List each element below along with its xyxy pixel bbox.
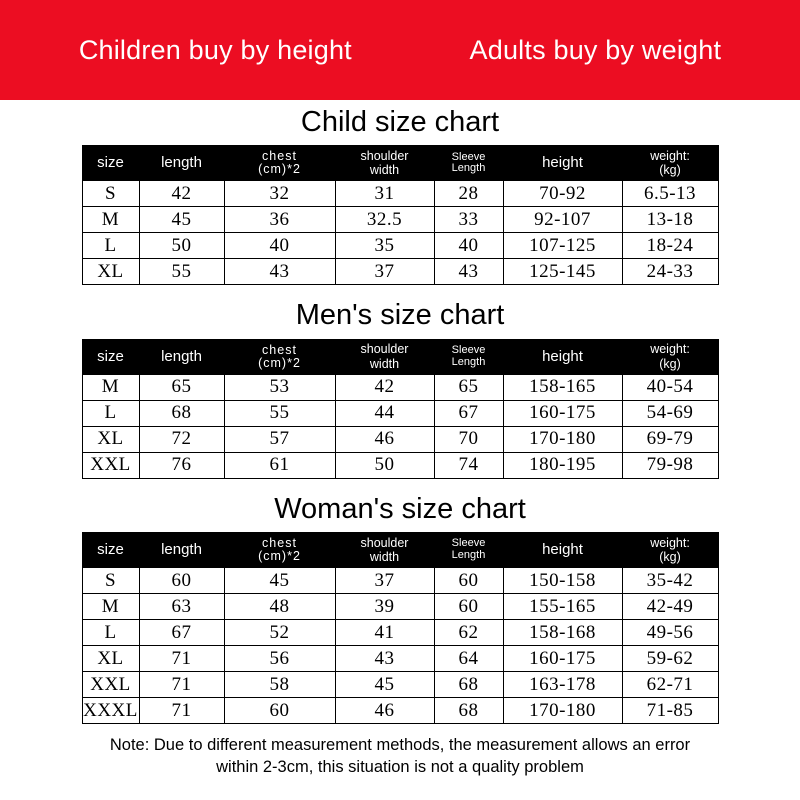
cell-shoulder: 46 (335, 426, 434, 452)
cell-size: M (82, 207, 139, 233)
cell-length: 76 (139, 452, 224, 478)
table-row (82, 400, 718, 426)
column-header-chest-line1: chest (262, 342, 297, 357)
column-header-length: length (139, 533, 224, 568)
cell-chest: 45 (224, 568, 335, 594)
cell-length: 67 (139, 620, 224, 646)
measurement-note (0, 734, 800, 779)
cell-size: XL (82, 646, 139, 672)
cell-height: 70-92 (503, 181, 622, 207)
measurement-note-line2: within 2-3cm, this situation is not a quality problem (216, 758, 584, 777)
cell-height: 160-175 (503, 646, 622, 672)
cell-shoulder: 46 (335, 698, 434, 724)
cell-height: 155-165 (503, 594, 622, 620)
cell-height: 158-168 (503, 620, 622, 646)
cell-sleeve: 68 (434, 672, 503, 698)
column-header-weight-line2: (kg) (659, 163, 681, 178)
table-row (82, 594, 718, 620)
column-header-sleeve-line1: Sleeve (451, 344, 486, 357)
column-header-shoulder-line1: shoulder (360, 535, 409, 550)
cell-shoulder: 42 (335, 374, 434, 400)
cell-size: L (82, 233, 139, 259)
column-header-weight-line2: (kg) (659, 550, 681, 565)
womans-size-table-header (82, 533, 718, 568)
table-row (82, 672, 718, 698)
column-header-length: length (139, 146, 224, 181)
cell-height: 180-195 (503, 452, 622, 478)
cell-chest: 58 (224, 672, 335, 698)
measurement-note-line1: Note: Due to different measurement methods, the measurement allows an error (109, 736, 691, 755)
cell-length: 60 (139, 568, 224, 594)
cell-shoulder: 41 (335, 620, 434, 646)
cell-weight: 62-71 (622, 672, 718, 698)
cell-weight: 42-49 (622, 594, 718, 620)
cell-shoulder: 32.5 (335, 207, 434, 233)
cell-size: L (82, 620, 139, 646)
column-header-height: height (503, 146, 622, 181)
cell-size: XXL (82, 452, 139, 478)
column-header-chest (224, 339, 335, 374)
cell-sleeve: 68 (434, 698, 503, 724)
cell-sleeve: 43 (434, 259, 503, 285)
cell-chest: 36 (224, 207, 335, 233)
cell-size: M (82, 594, 139, 620)
column-header-sleeve-line2: Length (451, 549, 486, 562)
cell-sleeve: 67 (434, 400, 503, 426)
table-row (82, 233, 718, 259)
column-header-chest (224, 146, 335, 181)
cell-size: M (82, 374, 139, 400)
mens-size-table-header (82, 339, 718, 374)
column-header-chest-line2: (cm)*2 (258, 355, 301, 370)
section-spacer (0, 479, 800, 487)
banner-adults-text: Adults buy by weight (469, 34, 722, 65)
table-row (82, 259, 718, 285)
cell-weight: 49-56 (622, 620, 718, 646)
section-child-size-chart (0, 106, 800, 285)
cell-chest: 57 (224, 426, 335, 452)
column-header-sleeve-line1: Sleeve (451, 537, 486, 550)
table-row (82, 374, 718, 400)
column-header-weight (622, 339, 718, 374)
cell-weight: 35-42 (622, 568, 718, 594)
cell-length: 63 (139, 594, 224, 620)
cell-weight: 13-18 (622, 207, 718, 233)
table-row (82, 181, 718, 207)
cell-shoulder: 31 (335, 181, 434, 207)
cell-sleeve: 70 (434, 426, 503, 452)
womans-size-chart-title: Woman's size chart (274, 492, 526, 525)
cell-chest: 40 (224, 233, 335, 259)
table-row (82, 646, 718, 672)
column-header-shoulder-line2: width (369, 550, 400, 565)
cell-weight: 54-69 (622, 400, 718, 426)
cell-size: L (82, 400, 139, 426)
cell-chest: 43 (224, 259, 335, 285)
column-header-chest (224, 533, 335, 568)
section-spacer (0, 285, 800, 293)
cell-height: 160-175 (503, 400, 622, 426)
child-size-table (82, 145, 719, 285)
column-header-weight-line1: weight: (650, 535, 690, 550)
column-header-chest-line2: (cm)*2 (258, 549, 301, 564)
cell-length: 71 (139, 646, 224, 672)
cell-shoulder: 39 (335, 594, 434, 620)
cell-chest: 55 (224, 400, 335, 426)
column-header-sleeve-line1: Sleeve (451, 150, 486, 163)
cell-length: 65 (139, 374, 224, 400)
column-header-shoulder (335, 339, 434, 374)
section-mens-size-chart (0, 299, 800, 478)
cell-sleeve: 33 (434, 207, 503, 233)
cell-chest: 32 (224, 181, 335, 207)
cell-height: 170-180 (503, 698, 622, 724)
cell-height: 158-165 (503, 374, 622, 400)
cell-weight: 24-33 (622, 259, 718, 285)
table-row (82, 207, 718, 233)
cell-sleeve: 60 (434, 568, 503, 594)
cell-size: XXXL (82, 698, 139, 724)
cell-sleeve: 74 (434, 452, 503, 478)
cell-shoulder: 35 (335, 233, 434, 259)
cell-weight: 71-85 (622, 698, 718, 724)
cell-length: 71 (139, 698, 224, 724)
column-header-weight (622, 533, 718, 568)
column-header-weight-line1: weight: (650, 148, 690, 163)
cell-length: 42 (139, 181, 224, 207)
table-row (82, 568, 718, 594)
section-womans-size-chart (0, 493, 800, 724)
table-header-row (82, 533, 718, 568)
cell-sleeve: 62 (434, 620, 503, 646)
column-header-sleeve (434, 533, 503, 568)
cell-chest: 61 (224, 452, 335, 478)
table-header-row (82, 146, 718, 181)
cell-sleeve: 28 (434, 181, 503, 207)
mens-size-chart-title: Men's size chart (295, 299, 505, 332)
column-header-chest-line2: (cm)*2 (258, 162, 301, 177)
column-header-shoulder (335, 146, 434, 181)
cell-height: 150-158 (503, 568, 622, 594)
banner-children-text: Children buy by height (78, 34, 352, 65)
cell-length: 71 (139, 672, 224, 698)
womans-size-table (82, 532, 719, 724)
column-header-sleeve (434, 339, 503, 374)
cell-chest: 52 (224, 620, 335, 646)
cell-chest: 48 (224, 594, 335, 620)
cell-size: XL (82, 259, 139, 285)
cell-chest: 53 (224, 374, 335, 400)
column-header-weight-line2: (kg) (659, 356, 681, 371)
cell-shoulder: 44 (335, 400, 434, 426)
cell-length: 68 (139, 400, 224, 426)
cell-sleeve: 40 (434, 233, 503, 259)
column-header-shoulder-line2: width (369, 356, 400, 371)
mens-size-table-body (82, 374, 718, 478)
cell-length: 50 (139, 233, 224, 259)
cell-weight: 59-62 (622, 646, 718, 672)
cell-chest: 56 (224, 646, 335, 672)
column-header-chest-line1: chest (262, 535, 297, 550)
cell-weight: 18-24 (622, 233, 718, 259)
cell-size: XL (82, 426, 139, 452)
cell-height: 163-178 (503, 672, 622, 698)
column-header-shoulder-line2: width (369, 163, 400, 178)
cell-length: 55 (139, 259, 224, 285)
column-header-weight (622, 146, 718, 181)
column-header-size: size (82, 146, 139, 181)
cell-size: S (82, 568, 139, 594)
cell-height: 125-145 (503, 259, 622, 285)
promo-banner (0, 0, 800, 100)
cell-length: 45 (139, 207, 224, 233)
cell-shoulder: 37 (335, 259, 434, 285)
cell-length: 72 (139, 426, 224, 452)
cell-size: XXL (82, 672, 139, 698)
child-size-table-body (82, 181, 718, 285)
cell-sleeve: 65 (434, 374, 503, 400)
cell-shoulder: 37 (335, 568, 434, 594)
cell-weight: 79-98 (622, 452, 718, 478)
table-row (82, 426, 718, 452)
cell-sleeve: 60 (434, 594, 503, 620)
child-size-table-header (82, 146, 718, 181)
cell-height: 170-180 (503, 426, 622, 452)
column-header-length: length (139, 339, 224, 374)
child-size-chart-title: Child size chart (300, 106, 500, 138)
cell-shoulder: 45 (335, 672, 434, 698)
cell-chest: 60 (224, 698, 335, 724)
column-header-height: height (503, 533, 622, 568)
cell-weight: 69-79 (622, 426, 718, 452)
table-row (82, 620, 718, 646)
cell-size: S (82, 181, 139, 207)
promo-banner-content (0, 35, 800, 66)
cell-weight: 6.5-13 (622, 181, 718, 207)
column-header-sleeve-line2: Length (451, 355, 486, 368)
column-header-height: height (503, 339, 622, 374)
column-header-chest-line1: chest (262, 149, 297, 164)
column-header-size: size (82, 339, 139, 374)
column-header-shoulder-line1: shoulder (360, 148, 409, 163)
column-header-shoulder (335, 533, 434, 568)
mens-size-table (82, 339, 719, 479)
cell-sleeve: 64 (434, 646, 503, 672)
womans-size-table-body (82, 568, 718, 724)
column-header-shoulder-line1: shoulder (360, 342, 409, 357)
cell-height: 107-125 (503, 233, 622, 259)
table-row (82, 452, 718, 478)
table-row (82, 698, 718, 724)
cell-height: 92-107 (503, 207, 622, 233)
table-header-row (82, 339, 718, 374)
cell-shoulder: 43 (335, 646, 434, 672)
column-header-weight-line1: weight: (650, 342, 690, 357)
column-header-sleeve (434, 146, 503, 181)
column-header-size: size (82, 533, 139, 568)
cell-weight: 40-54 (622, 374, 718, 400)
column-header-sleeve-line2: Length (451, 162, 486, 175)
cell-shoulder: 50 (335, 452, 434, 478)
